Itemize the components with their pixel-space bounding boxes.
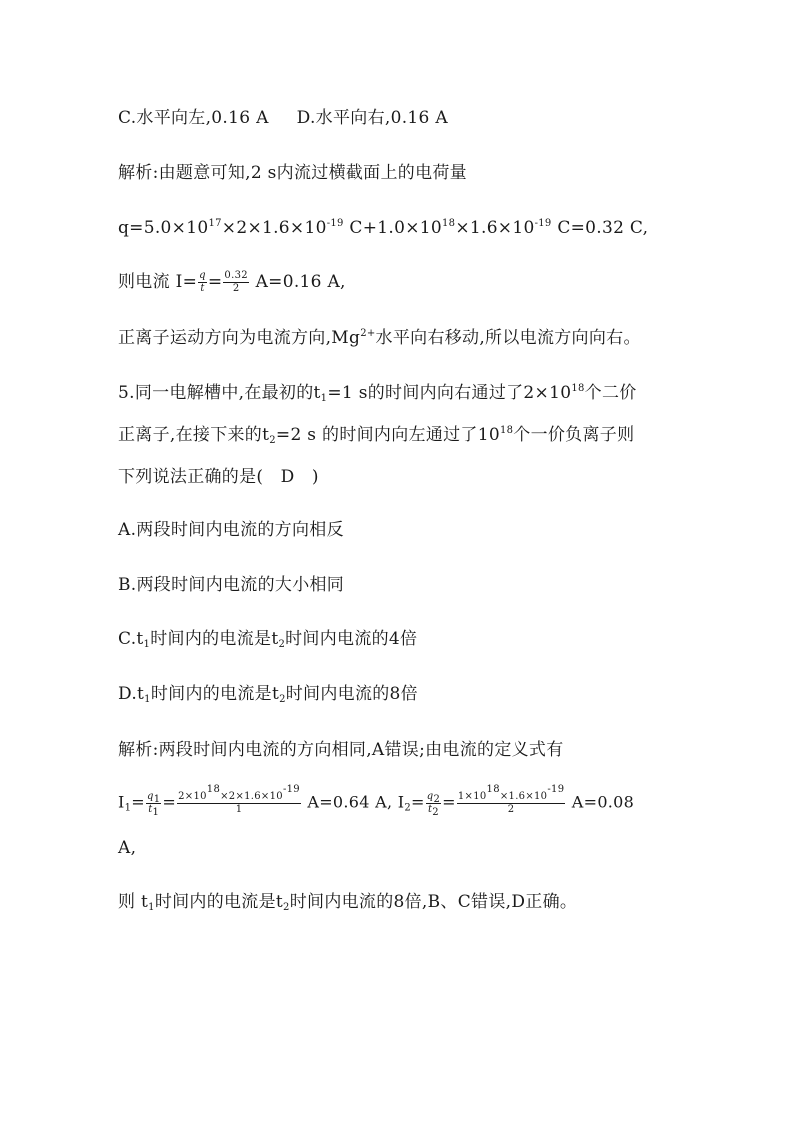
fraction-q1-over-t1: $\frac{q_1}{t_1}$ <box>147 790 161 818</box>
fraction-value: $\frac{0.32}{2}$ <box>224 270 248 294</box>
option-c: $C.t_1$时间内的电流是$t_2$时间内电流的4倍 <box>118 629 418 650</box>
charge-equation: $q=5.0\times 10^{17}\times 2\times 1.6\times 10^{-19}$ $C+1.0\times 10^{18}\times 1.6\times 10^{-19}$ C=0.32 C, <box>118 218 649 238</box>
option-b: B.两段时间内电流的大小相同 <box>118 575 345 595</box>
analysis-line-2: 解析:两段时间内电流的方向相同,A错误;由电流的定义式有 <box>118 740 564 760</box>
analysis-line-1: 解析:由题意可知,2 s内流过横截面上的电荷量 <box>118 163 467 183</box>
option-d: $D.t_1$时间内的电流是$t_2$时间内电流的8倍 <box>118 684 418 705</box>
option-a: A.两段时间内电流的方向相反 <box>118 520 344 540</box>
question-5-line-3: 下列说法正确的是( D ) <box>118 467 319 487</box>
option-d-text: D.水平向右,0.16 A <box>296 108 448 128</box>
fraction-i2-value: $\frac{1\times 10^{18}\times 1.6\times 10^{-19}}{2}$ <box>457 784 565 815</box>
fraction-i1-value: $\frac{2\times 10^{18}\times 2\times 1.6\times 10^{-19}}{1}$ <box>178 784 300 815</box>
formula-continuation: A, <box>118 838 137 858</box>
current-formulas: $I_1=$ $\frac{q_1}{t_1}$ = $\frac{2\times 10^{18}\times 2\times 1.6\times 10^{-19}}{1}$ A=0.64 A, $I_2=$ $\frac{q_2}{t_2}$ = $\frac{1\times 10^{18}\times 1.6\times 10^{-19}}{2}$ A=0.08 <box>118 784 635 818</box>
option-c-text: C.水平向左,0.16 A <box>118 108 269 128</box>
question-5-line-1: 5.同一电解槽中,在最初的$t_1=1$ s的时间内向右通过了$2\times 10^{18}$个二价 <box>118 383 637 404</box>
current-equation: 则电流 I= $\frac{q}{t}$ = $\frac{0.32}{2}$ A=0.16 A, <box>118 270 346 294</box>
conclusion-line: 则 $t_1$时间内的电流是$t_2$时间内电流的8倍,B、C错误,D正确。 <box>118 892 578 913</box>
direction-explanation: 正离子运动方向为电流方向$,Mg^{2+}$水平向右移动,所以电流方向向右。 <box>118 328 641 348</box>
fraction-q-over-t: $\frac{q}{t}$ <box>199 270 206 294</box>
question-5-line-2: 正离子,在接下来的$t_2=2$ s 的时间内向左通过了$10^{18}$个一价负离子则 <box>118 425 635 446</box>
option-c-d-line <box>118 106 448 130</box>
fraction-q2-over-t2: $\frac{q_2}{t_2}$ <box>426 790 441 818</box>
